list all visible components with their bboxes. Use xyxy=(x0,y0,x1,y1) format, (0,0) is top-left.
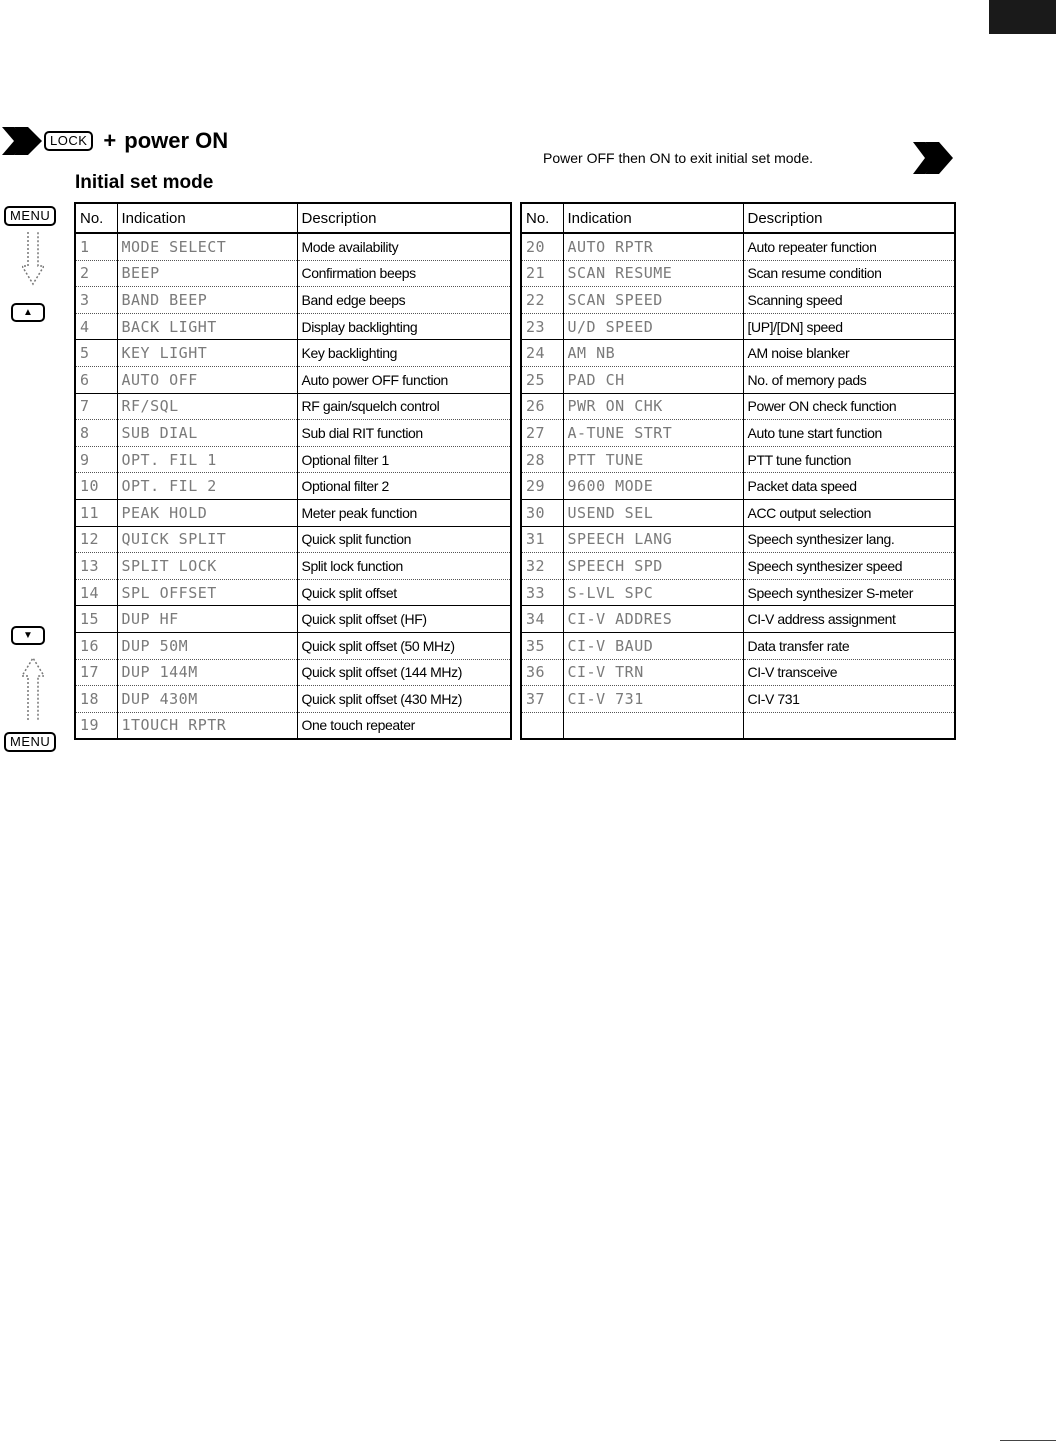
row-number: 30 xyxy=(521,499,563,526)
row-indication: CI-V ADDRES xyxy=(563,606,743,633)
table-row xyxy=(75,499,511,526)
row-description: CI-V address assignment xyxy=(743,606,955,633)
row-indication: DUP 144M xyxy=(117,659,297,686)
row-number: 32 xyxy=(521,553,563,580)
row-indication: PWR ON CHK xyxy=(563,393,743,420)
lock-key: LOCK xyxy=(44,131,93,151)
row-indication: CI-V TRN xyxy=(563,659,743,686)
row-indication: PTT TUNE xyxy=(563,446,743,473)
row-indication: RF/SQL xyxy=(117,393,297,420)
col-no: No. xyxy=(75,203,117,233)
row-indication: U/D SPEED xyxy=(563,313,743,340)
row-indication: SCAN SPEED xyxy=(563,287,743,314)
arrow-right-icon xyxy=(0,125,44,157)
table-row xyxy=(75,686,511,713)
row-number: 3 xyxy=(75,287,117,314)
row-number: 2 xyxy=(75,260,117,287)
row-description: Quick split offset xyxy=(297,579,511,606)
row-description: Key backlighting xyxy=(297,340,511,367)
col-indication: Indication xyxy=(563,203,743,233)
row-description: Data transfer rate xyxy=(743,632,955,659)
row-number: 29 xyxy=(521,473,563,500)
table-row xyxy=(521,606,955,633)
row-indication: AUTO OFF xyxy=(117,366,297,393)
row-indication: BACK LIGHT xyxy=(117,313,297,340)
plus-sign: + xyxy=(103,128,117,153)
table-row xyxy=(521,526,955,553)
row-indication: DUP 50M xyxy=(117,632,297,659)
row-description: Sub dial RIT function xyxy=(297,420,511,447)
row-number: 16 xyxy=(75,632,117,659)
row-indication: CI-V 731 xyxy=(563,686,743,713)
row-description: Scan resume condition xyxy=(743,260,955,287)
settings-table-left xyxy=(74,202,512,740)
table-row xyxy=(521,340,955,367)
row-indication: DUP 430M xyxy=(117,686,297,713)
row-indication: AUTO RPTR xyxy=(563,233,743,260)
row-number: 4 xyxy=(75,313,117,340)
row-number: 33 xyxy=(521,579,563,606)
row-number: 23 xyxy=(521,313,563,340)
row-indication: PEAK HOLD xyxy=(117,499,297,526)
row-indication: SUB DIAL xyxy=(117,420,297,447)
menu-key-bottom: MENU xyxy=(4,732,56,752)
row-description: One touch repeater xyxy=(297,712,511,739)
row-indication: BAND BEEP xyxy=(117,287,297,314)
row-description: [UP]/[DN] speed xyxy=(743,313,955,340)
row-description: Band edge beeps xyxy=(297,287,511,314)
row-indication: BEEP xyxy=(117,260,297,287)
table-row xyxy=(521,366,955,393)
table-row xyxy=(75,446,511,473)
row-indication: OPT. FIL 2 xyxy=(117,473,297,500)
row-description: Confirmation beeps xyxy=(297,260,511,287)
table-row xyxy=(521,287,955,314)
row-description: CI-V 731 xyxy=(743,686,955,713)
table-row xyxy=(75,340,511,367)
row-description: Quick split function xyxy=(297,526,511,553)
row-number: 37 xyxy=(521,686,563,713)
table-row xyxy=(521,712,955,739)
table-row xyxy=(75,420,511,447)
row-indication: USEND SEL xyxy=(563,499,743,526)
row-description: Speech synthesizer lang. xyxy=(743,526,955,553)
row-indication: CI-V BAUD xyxy=(563,632,743,659)
row-description: Quick split offset (50 MHz) xyxy=(297,632,511,659)
table-row xyxy=(75,473,511,500)
table-header xyxy=(75,203,511,233)
row-number: 18 xyxy=(75,686,117,713)
up-key: ▲ xyxy=(11,303,45,322)
arrow-up-icon xyxy=(22,656,44,725)
row-number: 27 xyxy=(521,420,563,447)
row-description: Auto repeater function xyxy=(743,233,955,260)
row-number: 1 xyxy=(75,233,117,260)
row-description: Display backlighting xyxy=(297,313,511,340)
row-number: 17 xyxy=(75,659,117,686)
table-row xyxy=(521,553,955,580)
table-row xyxy=(521,446,955,473)
row-indication: SPL OFFSET xyxy=(117,579,297,606)
row-number: 15 xyxy=(75,606,117,633)
table-row xyxy=(521,233,955,260)
row-description: Scanning speed xyxy=(743,287,955,314)
row-number: 6 xyxy=(75,366,117,393)
table-row xyxy=(521,659,955,686)
power-on-instruction: power ON xyxy=(124,128,229,153)
row-number: 20 xyxy=(521,233,563,260)
table-row xyxy=(521,579,955,606)
row-description: Auto tune start function xyxy=(743,420,955,447)
row-number: 31 xyxy=(521,526,563,553)
col-description: Description xyxy=(297,203,511,233)
table-row xyxy=(75,260,511,287)
arrow-right-icon xyxy=(911,136,955,185)
row-indication: OPT. FIL 1 xyxy=(117,446,297,473)
row-description: Auto power OFF function xyxy=(297,366,511,393)
row-description: RF gain/squelch control xyxy=(297,393,511,420)
row-description: Packet data speed xyxy=(743,473,955,500)
table-row xyxy=(521,313,955,340)
row-indication: SPEECH LANG xyxy=(563,526,743,553)
row-number: 22 xyxy=(521,287,563,314)
row-indication: KEY LIGHT xyxy=(117,340,297,367)
row-description: Quick split offset (430 MHz) xyxy=(297,686,511,713)
row-indication xyxy=(563,712,743,739)
row-number: 10 xyxy=(75,473,117,500)
row-description: Split lock function xyxy=(297,553,511,580)
row-indication: SPLIT LOCK xyxy=(117,553,297,580)
table-row xyxy=(521,632,955,659)
row-number: 28 xyxy=(521,446,563,473)
row-number: 5 xyxy=(75,340,117,367)
row-indication: DUP HF xyxy=(117,606,297,633)
row-description: CI-V transceive xyxy=(743,659,955,686)
table-row xyxy=(521,499,955,526)
table-row xyxy=(521,260,955,287)
table-row xyxy=(75,287,511,314)
row-number: 13 xyxy=(75,553,117,580)
table-row xyxy=(521,393,955,420)
row-description: ACC output selection xyxy=(743,499,955,526)
table-row xyxy=(75,366,511,393)
down-key: ▼ xyxy=(11,626,45,645)
settings-table-right xyxy=(520,202,956,740)
table-row xyxy=(75,393,511,420)
table-row xyxy=(75,526,511,553)
row-indication: A-TUNE STRT xyxy=(563,420,743,447)
row-number: 12 xyxy=(75,526,117,553)
row-number xyxy=(521,712,563,739)
row-description xyxy=(743,712,955,739)
exit-note: Power OFF then ON to exit initial set mode. xyxy=(543,150,813,166)
table-header xyxy=(521,203,955,233)
row-description: No. of memory pads xyxy=(743,366,955,393)
row-number: 19 xyxy=(75,712,117,739)
table-row xyxy=(521,686,955,713)
col-description: Description xyxy=(743,203,955,233)
section-title: Initial set mode xyxy=(75,172,214,193)
col-no: No. xyxy=(521,203,563,233)
row-number: 34 xyxy=(521,606,563,633)
row-description: Power ON check function xyxy=(743,393,955,420)
row-description: Quick split offset (HF) xyxy=(297,606,511,633)
row-indication: QUICK SPLIT xyxy=(117,526,297,553)
row-number: 8 xyxy=(75,420,117,447)
row-number: 21 xyxy=(521,260,563,287)
row-indication: 9600 MODE xyxy=(563,473,743,500)
row-indication: MODE SELECT xyxy=(117,233,297,260)
row-number: 26 xyxy=(521,393,563,420)
row-description: Meter peak function xyxy=(297,499,511,526)
page-rule xyxy=(1000,1440,1056,1441)
arrow-down-icon xyxy=(22,232,44,291)
row-number: 36 xyxy=(521,659,563,686)
row-description: AM noise blanker xyxy=(743,340,955,367)
table-row xyxy=(75,659,511,686)
row-description: Optional filter 1 xyxy=(297,446,511,473)
row-indication: 1TOUCH RPTR xyxy=(117,712,297,739)
row-indication: PAD CH xyxy=(563,366,743,393)
row-number: 9 xyxy=(75,446,117,473)
row-description: Speech synthesizer speed xyxy=(743,553,955,580)
menu-key-top: MENU xyxy=(4,206,56,226)
row-description: Speech synthesizer S-meter xyxy=(743,579,955,606)
row-description: Mode availability xyxy=(297,233,511,260)
row-description: Optional filter 2 xyxy=(297,473,511,500)
col-indication: Indication xyxy=(117,203,297,233)
table-row xyxy=(521,420,955,447)
row-number: 35 xyxy=(521,632,563,659)
row-indication: SPEECH SPD xyxy=(563,553,743,580)
table-row xyxy=(75,553,511,580)
table-row xyxy=(75,233,511,260)
row-indication: S-LVL SPC xyxy=(563,579,743,606)
row-description: PTT tune function xyxy=(743,446,955,473)
row-indication: SCAN RESUME xyxy=(563,260,743,287)
row-indication: AM NB xyxy=(563,340,743,367)
table-row xyxy=(75,632,511,659)
section-tab xyxy=(989,0,1056,34)
table-row xyxy=(75,606,511,633)
table-row xyxy=(75,712,511,739)
row-number: 7 xyxy=(75,393,117,420)
table-row xyxy=(521,473,955,500)
row-number: 14 xyxy=(75,579,117,606)
header-row xyxy=(0,124,228,158)
row-number: 24 xyxy=(521,340,563,367)
row-number: 25 xyxy=(521,366,563,393)
row-number: 11 xyxy=(75,499,117,526)
table-row xyxy=(75,579,511,606)
table-row xyxy=(75,313,511,340)
row-description: Quick split offset (144 MHz) xyxy=(297,659,511,686)
